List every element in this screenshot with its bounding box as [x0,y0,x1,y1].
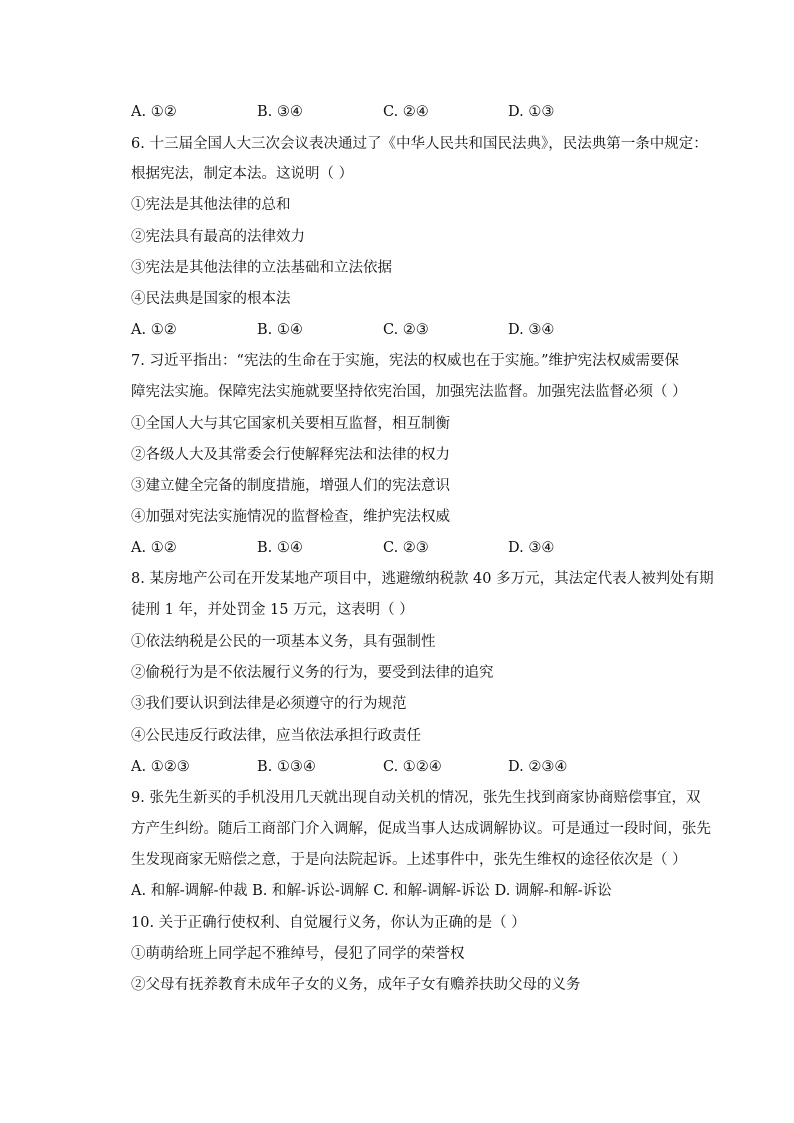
q8-option-c: C. ①②④ [383,759,442,775]
q7-options [131,538,731,558]
q7-statement-3: ③建立健全完备的制度措施，增强人们的宪法意识 [131,478,450,494]
q8-option-b: B. ①③④ [257,759,316,775]
q8-statement-3: ③我们要认识到法律是必须遵守的行为规范 [131,696,407,712]
q7-option-d: D. ③④ [508,540,555,556]
q7-option-c: C. ②③ [383,540,429,556]
q5-option-a: A. ①② [131,104,177,120]
q6-option-a: A. ①② [131,322,177,338]
q9-stem-line-2: 方产生纠纷。随后工商部门介入调解，促成当事人达成调解协议。可是通过一段时间，张先 [131,821,711,837]
q8-option-d: D. ②③④ [508,759,568,775]
q10-statement-2: ②父母有抚养教育未成年子女的义务，成年子女有赡养扶助父母的义务 [131,977,581,993]
q6-statement-3: ③宪法是其他法律的立法基础和立法依据 [131,260,392,276]
q7-option-a: A. ①② [131,540,177,556]
q7-stem-line-2: 障宪法实施。保障宪法实施就要坚持依宪治国，加强宪法监督。加强宪法监督必须（ ） [131,384,687,400]
q5-option-b: B. ③④ [257,104,303,120]
q8-statement-2: ②偷税行为是不依法履行义务的行为，要受到法律的追究 [131,665,494,681]
q10-stem-line-1: 10. 关于正确行使权利、自觉履行义务，你认为正确的是（ ） [131,915,526,931]
q8-stem-line-2: 徒刑 1 年，并处罚金 15 万元，这表明（ ） [131,602,414,618]
q9-stem-line-3: 生发现商家无赔偿之意，于是向法院起诉。上述事件中，张先生维权的途径依次是（ ） [131,852,687,868]
q6-statement-2: ②宪法具有最高的法律效力 [131,229,305,245]
q6-statement-1: ①宪法是其他法律的总和 [131,197,291,213]
q6-stem-line-1: 6. 十三届全国人大三次会议表决通过了《中华人民共和国民法典》，民法典第一条中规定： [131,136,708,152]
q7-option-b: B. ①④ [257,540,303,556]
q8-statement-4: ④公民违反行政法律，应当依法承担行政责任 [131,728,421,744]
q8-statement-1: ①依法纳税是公民的一项基本义务，具有强制性 [131,634,436,650]
q6-option-b: B. ①④ [257,322,303,338]
q6-option-d: D. ③④ [508,322,555,338]
q9-stem-line-1: 9. 张先生新买的手机没用几天就出现自动关机的情况，张先生找到商家协商赔偿事宜，双 [131,790,701,806]
q6-stem-line-2: 根据宪法，制定本法。这说明（ ） [131,166,354,182]
q7-stem-line-1: 7. 习近平指出：“宪法的生命在于实施，宪法的权威也在于实施。”维护宪法权威需要保 [131,353,680,369]
q5-option-c: C. ②④ [383,104,429,120]
q5-options [131,102,731,122]
q7-statement-2: ②各级人大及其常委会行使解释宪法和法律的权力 [131,447,450,463]
q8-option-a: A. ①②③ [131,759,190,775]
q8-options [131,757,731,777]
q6-options [131,320,731,340]
q5-option-d: D. ①③ [508,104,555,120]
q10-statement-1: ①萌萌给班上同学起不雅绰号，侵犯了同学的荣誉权 [131,946,465,962]
q7-statement-1: ①全国人大与其它国家机关要相互监督，相互制衡 [131,416,450,432]
q8-stem-line-1: 8. 某房地产公司在开发某地产项目中，逃避缴纳税款 40 多万元，其法定代表人被判处有期 [131,571,714,587]
q6-option-c: C. ②③ [383,322,429,338]
q9-options: A. 和解-调解-仲裁 B. 和解-诉讼-调解 C. 和解-调解-诉讼 D. 调解-和解-诉讼 [131,883,612,899]
q7-statement-4: ④加强对宪法实施情况的监督检查，维护宪法权威 [131,509,450,525]
q6-statement-4: ④民法典是国家的根本法 [131,291,291,307]
